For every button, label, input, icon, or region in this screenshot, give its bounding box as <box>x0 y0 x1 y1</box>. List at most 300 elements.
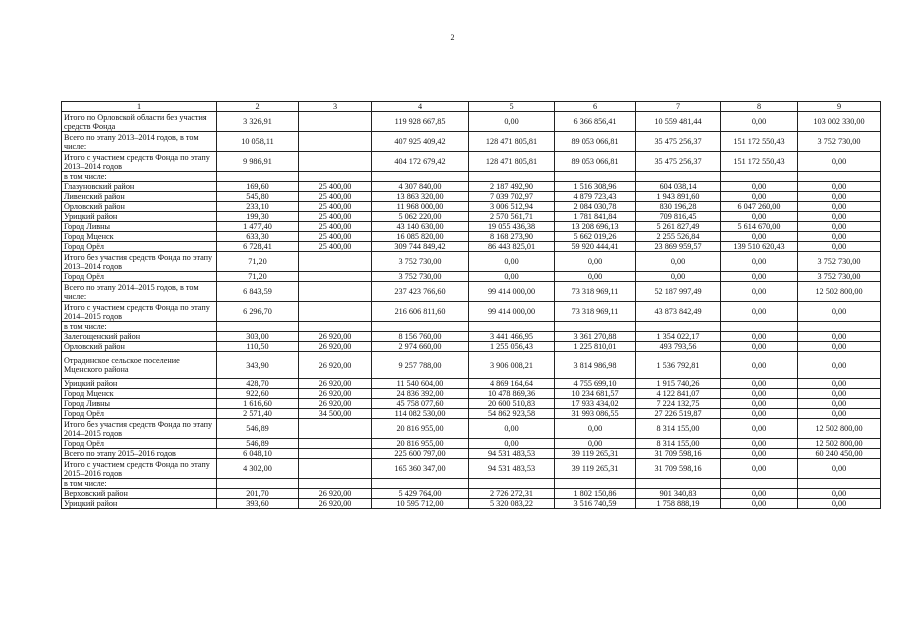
value-cell: 25 400,00 <box>299 232 372 242</box>
table-row <box>62 282 881 302</box>
value-cell: 5 261 827,49 <box>636 222 721 232</box>
value-cell: 25 400,00 <box>299 192 372 202</box>
value-cell: 0,00 <box>798 409 881 419</box>
value-cell: 0,00 <box>469 419 555 439</box>
value-cell: 0,00 <box>721 489 798 499</box>
value-cell: 0,00 <box>798 379 881 389</box>
value-cell: 2 187 492,90 <box>469 182 555 192</box>
value-cell: 0,00 <box>721 192 798 202</box>
row-label-cell: Ливенский район <box>62 192 217 202</box>
value-cell <box>721 172 798 182</box>
value-cell: 0,00 <box>798 212 881 222</box>
value-cell: 43 140 630,00 <box>372 222 469 232</box>
value-cell: 0,00 <box>555 419 636 439</box>
value-cell <box>299 152 372 172</box>
value-cell: 10 058,11 <box>217 132 299 152</box>
value-cell: 2 571,40 <box>217 409 299 419</box>
value-cell <box>555 479 636 489</box>
value-cell: 4 879 723,43 <box>555 192 636 202</box>
value-cell: 1 354 022,17 <box>636 332 721 342</box>
table-row <box>62 389 881 399</box>
column-number-header: 7 <box>636 102 721 112</box>
value-cell <box>217 172 299 182</box>
value-cell: 4 122 841,07 <box>636 389 721 399</box>
value-cell: 94 531 483,53 <box>469 459 555 479</box>
value-cell: 7 039 702,97 <box>469 192 555 202</box>
value-cell: 0,00 <box>721 439 798 449</box>
value-cell: 114 082 530,00 <box>372 409 469 419</box>
value-cell: 25 400,00 <box>299 222 372 232</box>
value-cell <box>299 132 372 152</box>
value-cell <box>299 479 372 489</box>
row-label-cell: Всего по этапу 2015–2016 годов <box>62 449 217 459</box>
row-label-cell: Глазуновский район <box>62 182 217 192</box>
data-table <box>61 101 881 509</box>
value-cell: 60 240 450,00 <box>798 449 881 459</box>
value-cell <box>299 322 372 332</box>
value-cell: 309 744 849,42 <box>372 242 469 252</box>
value-cell: 119 928 667,85 <box>372 112 469 132</box>
value-cell: 10 234 681,57 <box>555 389 636 399</box>
value-cell: 8 314 155,00 <box>636 419 721 439</box>
value-cell: 24 836 392,00 <box>372 389 469 399</box>
value-cell: 99 414 000,00 <box>469 302 555 322</box>
value-cell: 5 614 670,00 <box>721 222 798 232</box>
value-cell: 201,70 <box>217 489 299 499</box>
value-cell: 216 606 811,60 <box>372 302 469 322</box>
value-cell: 16 085 820,00 <box>372 232 469 242</box>
table-row <box>62 112 881 132</box>
row-label-cell: Город Мценск <box>62 389 217 399</box>
value-cell: 1 536 792,81 <box>636 352 721 379</box>
value-cell: 0,00 <box>721 499 798 509</box>
value-cell: 830 196,28 <box>636 202 721 212</box>
value-cell: 0,00 <box>798 152 881 172</box>
value-cell: 43 873 842,49 <box>636 302 721 322</box>
value-cell: 10 595 712,00 <box>372 499 469 509</box>
row-label-cell: Итого без участия средств Фонда по этапу 2013–2014 годов <box>62 252 217 272</box>
value-cell: 0,00 <box>798 192 881 202</box>
value-cell: 922,60 <box>217 389 299 399</box>
value-cell: 0,00 <box>798 459 881 479</box>
value-cell: 94 531 483,53 <box>469 449 555 459</box>
row-label-cell: Итого с участием средств Фонда по этапу 2013–2014 годов <box>62 152 217 172</box>
value-cell <box>299 449 372 459</box>
value-cell: 0,00 <box>721 389 798 399</box>
value-cell: 3 361 270,88 <box>555 332 636 342</box>
value-cell: 0,00 <box>721 399 798 409</box>
value-cell <box>299 172 372 182</box>
value-cell: 110,50 <box>217 342 299 352</box>
value-cell: 4 755 699,10 <box>555 379 636 389</box>
value-cell <box>299 459 372 479</box>
column-number-header: 8 <box>721 102 798 112</box>
value-cell: 0,00 <box>798 242 881 252</box>
table-row <box>62 342 881 352</box>
value-cell: 8 156 760,00 <box>372 332 469 342</box>
value-cell: 25 400,00 <box>299 202 372 212</box>
value-cell: 31 709 598,16 <box>636 459 721 479</box>
value-cell: 6 296,70 <box>217 302 299 322</box>
table-row <box>62 232 881 242</box>
value-cell: 4 307 840,00 <box>372 182 469 192</box>
value-cell: 3 752 730,00 <box>798 132 881 152</box>
value-cell: 0,00 <box>798 232 881 242</box>
value-cell: 25 400,00 <box>299 182 372 192</box>
value-cell: 6 366 856,41 <box>555 112 636 132</box>
value-cell: 0,00 <box>798 389 881 399</box>
value-cell: 12 502 800,00 <box>798 282 881 302</box>
value-cell: 89 053 066,81 <box>555 152 636 172</box>
value-cell <box>217 322 299 332</box>
row-label-cell: Город Орёл <box>62 409 217 419</box>
value-cell: 0,00 <box>798 352 881 379</box>
value-cell: 26 920,00 <box>299 499 372 509</box>
row-label-cell: Урицкий район <box>62 379 217 389</box>
value-cell: 26 920,00 <box>299 342 372 352</box>
row-label-cell: Город Орёл <box>62 242 217 252</box>
value-cell: 1 943 891,60 <box>636 192 721 202</box>
value-cell: 3 752 730,00 <box>798 272 881 282</box>
value-cell: 5 429 764,00 <box>372 489 469 499</box>
value-cell: 12 502 800,00 <box>798 419 881 439</box>
value-cell: 17 933 434,02 <box>555 399 636 409</box>
value-cell <box>798 322 881 332</box>
table-row <box>62 489 881 499</box>
value-cell: 71,20 <box>217 272 299 282</box>
value-cell: 128 471 805,81 <box>469 132 555 152</box>
value-cell: 3 906 008,21 <box>469 352 555 379</box>
value-cell: 0,00 <box>721 112 798 132</box>
value-cell <box>555 322 636 332</box>
value-cell: 1 915 740,26 <box>636 379 721 389</box>
column-number-header: 6 <box>555 102 636 112</box>
table-row <box>62 152 881 172</box>
value-cell <box>299 252 372 272</box>
column-number-header: 3 <box>299 102 372 112</box>
table-row <box>62 172 881 182</box>
value-cell <box>636 172 721 182</box>
value-cell: 343,90 <box>217 352 299 379</box>
row-label-cell: в том числе: <box>62 479 217 489</box>
value-cell: 0,00 <box>721 212 798 222</box>
value-cell: 0,00 <box>721 332 798 342</box>
row-label-cell: Всего по этапу 2013–2014 годов, в том числе: <box>62 132 217 152</box>
page-number: 2 <box>450 33 455 42</box>
table-header-row <box>62 102 881 112</box>
value-cell: 1 616,60 <box>217 399 299 409</box>
value-cell: 0,00 <box>721 282 798 302</box>
value-cell: 3 752 730,00 <box>372 272 469 282</box>
value-cell: 1 225 810,01 <box>555 342 636 352</box>
row-label-cell: Всего по этапу 2014–2015 годов, в том числе: <box>62 282 217 302</box>
value-cell: 2 255 526,84 <box>636 232 721 242</box>
value-cell: 34 500,00 <box>299 409 372 419</box>
value-cell: 0,00 <box>721 272 798 282</box>
value-cell <box>372 172 469 182</box>
value-cell: 26 920,00 <box>299 332 372 342</box>
value-cell: 23 869 959,57 <box>636 242 721 252</box>
value-cell: 2 974 660,00 <box>372 342 469 352</box>
value-cell: 0,00 <box>798 182 881 192</box>
value-cell: 11 540 604,00 <box>372 379 469 389</box>
value-cell: 633,30 <box>217 232 299 242</box>
value-cell: 26 920,00 <box>299 489 372 499</box>
value-cell: 0,00 <box>798 342 881 352</box>
value-cell: 4 302,00 <box>217 459 299 479</box>
value-cell <box>469 322 555 332</box>
value-cell: 901 340,83 <box>636 489 721 499</box>
value-cell: 5 062 220,00 <box>372 212 469 222</box>
table-row <box>62 419 881 439</box>
value-cell: 0,00 <box>798 489 881 499</box>
table-row <box>62 409 881 419</box>
value-cell: 86 443 825,01 <box>469 242 555 252</box>
value-cell: 6 728,41 <box>217 242 299 252</box>
value-cell: 26 920,00 <box>299 352 372 379</box>
value-cell: 6 047 260,00 <box>721 202 798 212</box>
column-number-header: 1 <box>62 102 217 112</box>
value-cell: 2 084 030,78 <box>555 202 636 212</box>
value-cell: 0,00 <box>721 449 798 459</box>
value-cell: 404 172 679,42 <box>372 152 469 172</box>
value-cell: 5 662 019,26 <box>555 232 636 242</box>
value-cell: 0,00 <box>798 332 881 342</box>
value-cell: 139 510 620,43 <box>721 242 798 252</box>
value-cell: 428,70 <box>217 379 299 389</box>
value-cell: 9 257 788,00 <box>372 352 469 379</box>
value-cell <box>721 479 798 489</box>
value-cell: 19 055 436,38 <box>469 222 555 232</box>
column-number-header: 2 <box>217 102 299 112</box>
value-cell <box>372 479 469 489</box>
value-cell: 546,89 <box>217 439 299 449</box>
value-cell: 0,00 <box>798 399 881 409</box>
value-cell <box>299 272 372 282</box>
value-cell: 3 516 740,59 <box>555 499 636 509</box>
table-row <box>62 499 881 509</box>
value-cell <box>636 479 721 489</box>
table-row <box>62 352 881 379</box>
table-row <box>62 202 881 212</box>
value-cell: 151 172 550,43 <box>721 152 798 172</box>
value-cell <box>299 419 372 439</box>
value-cell: 3 326,91 <box>217 112 299 132</box>
table-row <box>62 332 881 342</box>
value-cell <box>372 322 469 332</box>
value-cell: 225 600 797,00 <box>372 449 469 459</box>
row-label-cell: Итого по Орловской области без участия средств Фонда <box>62 112 217 132</box>
value-cell: 237 423 766,60 <box>372 282 469 302</box>
value-cell <box>555 172 636 182</box>
value-cell: 26 920,00 <box>299 399 372 409</box>
value-cell <box>217 479 299 489</box>
table-row <box>62 192 881 202</box>
value-cell: 12 502 800,00 <box>798 439 881 449</box>
value-cell: 165 360 347,00 <box>372 459 469 479</box>
value-cell: 13 863 320,00 <box>372 192 469 202</box>
value-cell: 89 053 066,81 <box>555 132 636 152</box>
value-cell: 0,00 <box>721 352 798 379</box>
table-row <box>62 459 881 479</box>
value-cell: 0,00 <box>469 439 555 449</box>
row-label-cell: в том числе: <box>62 172 217 182</box>
table-row <box>62 222 881 232</box>
value-cell: 1 758 888,19 <box>636 499 721 509</box>
table-row <box>62 302 881 322</box>
value-cell: 103 002 330,00 <box>798 112 881 132</box>
row-label-cell: Орловский район <box>62 202 217 212</box>
row-label-cell: Итого с участием средств Фонда по этапу 2014–2015 годов <box>62 302 217 322</box>
value-cell: 0,00 <box>636 272 721 282</box>
value-cell: 10 478 869,36 <box>469 389 555 399</box>
value-cell: 10 559 481,44 <box>636 112 721 132</box>
value-cell: 5 320 083,22 <box>469 499 555 509</box>
row-label-cell: Город Орёл <box>62 272 217 282</box>
value-cell: 11 968 000,00 <box>372 202 469 212</box>
value-cell: 3 441 466,95 <box>469 332 555 342</box>
value-cell: 45 758 077,60 <box>372 399 469 409</box>
row-label-cell: Город Орёл <box>62 439 217 449</box>
row-label-cell: Итого с участием средств Фонда по этапу 2015–2016 годов <box>62 459 217 479</box>
value-cell: 128 471 805,81 <box>469 152 555 172</box>
value-cell: 6 048,10 <box>217 449 299 459</box>
row-label-cell: Город Ливны <box>62 222 217 232</box>
value-cell <box>798 172 881 182</box>
value-cell: 0,00 <box>555 439 636 449</box>
value-cell: 0,00 <box>636 252 721 272</box>
value-cell: 2 726 272,31 <box>469 489 555 499</box>
value-cell: 7 224 132,75 <box>636 399 721 409</box>
value-cell: 0,00 <box>721 302 798 322</box>
value-cell: 0,00 <box>555 252 636 272</box>
table-row <box>62 182 881 192</box>
value-cell: 2 570 561,71 <box>469 212 555 222</box>
value-cell: 39 119 265,31 <box>555 459 636 479</box>
value-cell <box>469 172 555 182</box>
table-row <box>62 132 881 152</box>
value-cell: 31 709 598,16 <box>636 449 721 459</box>
value-cell: 73 318 969,11 <box>555 302 636 322</box>
row-label-cell: Отрадинское сельское поселение Мценского района <box>62 352 217 379</box>
value-cell: 493 793,56 <box>636 342 721 352</box>
value-cell: 0,00 <box>469 252 555 272</box>
value-cell: 39 119 265,31 <box>555 449 636 459</box>
value-cell: 1 255 056,43 <box>469 342 555 352</box>
value-cell: 9 986,91 <box>217 152 299 172</box>
value-cell: 151 172 550,43 <box>721 132 798 152</box>
value-cell: 0,00 <box>555 272 636 282</box>
value-cell: 0,00 <box>721 459 798 479</box>
value-cell: 0,00 <box>721 182 798 192</box>
value-cell: 6 843,59 <box>217 282 299 302</box>
table-row <box>62 479 881 489</box>
value-cell: 20 816 955,00 <box>372 419 469 439</box>
value-cell: 604 038,14 <box>636 182 721 192</box>
value-cell <box>469 479 555 489</box>
value-cell: 407 925 409,42 <box>372 132 469 152</box>
value-cell: 233,10 <box>217 202 299 212</box>
table-row <box>62 449 881 459</box>
table-row <box>62 272 881 282</box>
value-cell: 71,20 <box>217 252 299 272</box>
value-cell: 545,80 <box>217 192 299 202</box>
value-cell: 3 814 986,98 <box>555 352 636 379</box>
value-cell: 1 781 841,84 <box>555 212 636 222</box>
column-number-header: 5 <box>469 102 555 112</box>
value-cell: 0,00 <box>469 112 555 132</box>
value-cell <box>721 322 798 332</box>
value-cell: 0,00 <box>721 232 798 242</box>
table-row <box>62 252 881 272</box>
value-cell <box>299 439 372 449</box>
row-label-cell: Урицкий район <box>62 499 217 509</box>
value-cell <box>299 302 372 322</box>
value-cell <box>636 322 721 332</box>
value-cell: 546,89 <box>217 419 299 439</box>
value-cell: 169,60 <box>217 182 299 192</box>
table-row <box>62 322 881 332</box>
row-label-cell: Город Ливны <box>62 399 217 409</box>
value-cell: 1 477,40 <box>217 222 299 232</box>
value-cell: 31 993 086,55 <box>555 409 636 419</box>
row-label-cell: Орловский район <box>62 342 217 352</box>
value-cell: 0,00 <box>721 379 798 389</box>
table-row <box>62 242 881 252</box>
row-label-cell: Урицкий район <box>62 212 217 222</box>
value-cell: 303,00 <box>217 332 299 342</box>
value-cell: 26 920,00 <box>299 389 372 399</box>
value-cell: 393,60 <box>217 499 299 509</box>
value-cell: 0,00 <box>798 202 881 212</box>
value-cell: 8 168 273,90 <box>469 232 555 242</box>
value-cell: 0,00 <box>721 419 798 439</box>
value-cell: 99 414 000,00 <box>469 282 555 302</box>
value-cell: 3 752 730,00 <box>798 252 881 272</box>
value-cell: 20 600 510,83 <box>469 399 555 409</box>
value-cell: 0,00 <box>721 409 798 419</box>
value-cell: 27 226 519,87 <box>636 409 721 419</box>
table-row <box>62 399 881 409</box>
column-number-header: 9 <box>798 102 881 112</box>
value-cell: 709 816,45 <box>636 212 721 222</box>
value-cell <box>299 112 372 132</box>
row-label-cell: Город Мценск <box>62 232 217 242</box>
table-row <box>62 212 881 222</box>
value-cell: 8 314 155,00 <box>636 439 721 449</box>
value-cell: 35 475 256,37 <box>636 152 721 172</box>
value-cell: 0,00 <box>721 252 798 272</box>
value-cell: 35 475 256,37 <box>636 132 721 152</box>
value-cell: 73 318 969,11 <box>555 282 636 302</box>
value-cell: 199,30 <box>217 212 299 222</box>
value-cell: 25 400,00 <box>299 212 372 222</box>
value-cell: 59 920 444,41 <box>555 242 636 252</box>
row-label-cell: Залегощенский район <box>62 332 217 342</box>
value-cell <box>798 479 881 489</box>
value-cell: 0,00 <box>721 342 798 352</box>
value-cell: 0,00 <box>469 272 555 282</box>
table-row <box>62 439 881 449</box>
value-cell: 3 006 512,94 <box>469 202 555 212</box>
value-cell: 3 752 730,00 <box>372 252 469 272</box>
value-cell: 54 862 923,58 <box>469 409 555 419</box>
value-cell: 13 208 696,13 <box>555 222 636 232</box>
value-cell: 4 869 164,64 <box>469 379 555 389</box>
column-number-header: 4 <box>372 102 469 112</box>
value-cell: 0,00 <box>798 499 881 509</box>
row-label-cell: Верховский район <box>62 489 217 499</box>
